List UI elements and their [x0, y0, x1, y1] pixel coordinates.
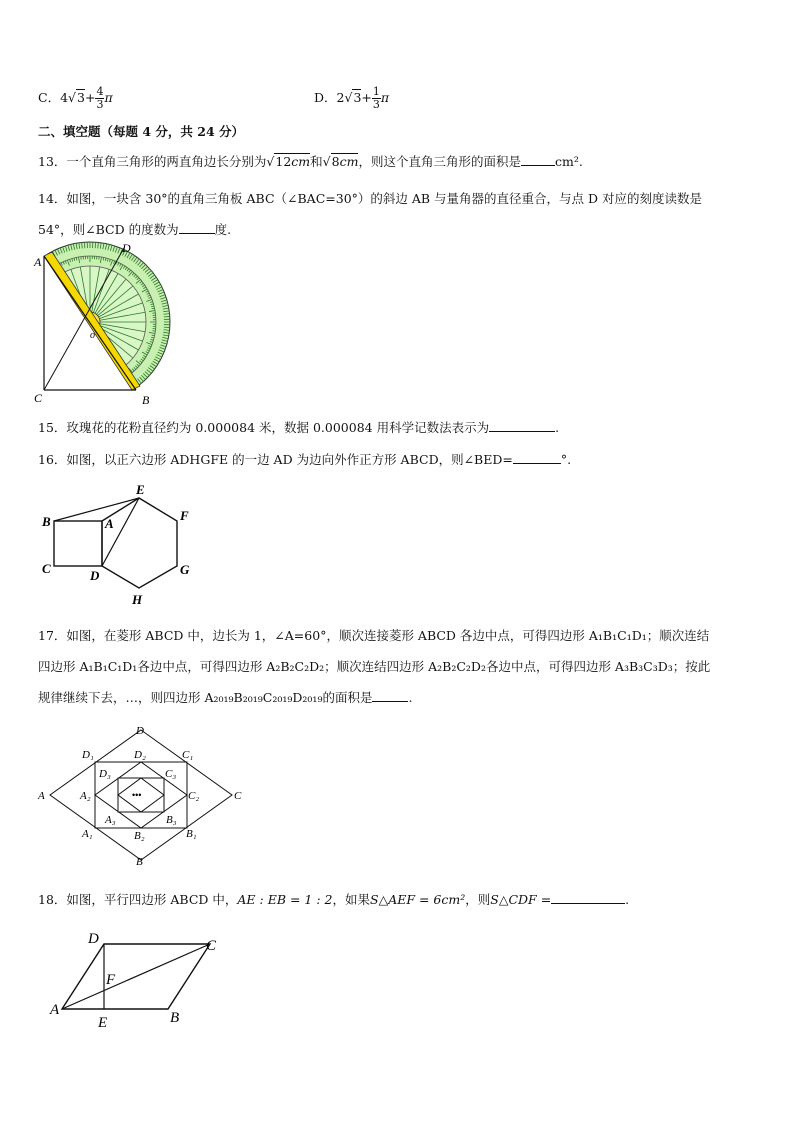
answer-blank-16[interactable]: [513, 451, 561, 464]
label-f: F: [180, 508, 189, 523]
label-e: E: [98, 1015, 108, 1030]
label-o: o: [90, 330, 95, 341]
question-14-line1: 14．如图，一块含 30°的直角三角板 ABC（∠BAC=30°）的斜边 AB 与量角器的直径重合，与点 D 对应的刻度读数是: [38, 191, 703, 206]
label-a3: A₃: [105, 814, 116, 826]
label-a2: A₂: [80, 790, 91, 802]
protractor-tick: [49, 270, 51, 272]
answer-blank-18[interactable]: [551, 891, 625, 904]
hexagon-figure: [38, 478, 208, 608]
label-b2: B₂: [134, 830, 145, 842]
label-c2: C₂: [188, 790, 200, 802]
label-c: C: [206, 938, 217, 954]
label-c3: C₃: [165, 768, 177, 780]
label-c: C: [42, 561, 51, 576]
label-d: D: [88, 931, 99, 947]
answer-blank-13[interactable]: [521, 153, 555, 166]
question-13: 13．一个直角三角形的两直角边长分别为√12cm和√8cm，则这个直角三角形的面积是 cm².: [38, 154, 583, 169]
question-18: 18．如图，平行四边形 ABCD 中，AE : EB = 1 : 2，如果S△AEF = 6cm²，则S△CDF = .: [38, 892, 630, 907]
label-c: C: [34, 391, 43, 405]
label-a: A: [105, 516, 114, 531]
label-b: B: [136, 856, 143, 868]
label-a: A: [38, 790, 45, 802]
answer-blank-17[interactable]: [372, 689, 408, 702]
label-a: A: [50, 1002, 60, 1018]
label-c1: C₁: [182, 749, 194, 761]
label-e: E: [136, 482, 145, 497]
label-b: B: [142, 393, 150, 407]
question-15: 15．玫瑰花的花粉直径约为 0.000084 米，数据 0.000084 用科学记数法表示为 .: [38, 420, 560, 435]
parallelogram-figure: [48, 926, 228, 1030]
label-d: D: [136, 725, 144, 737]
question-17-line1: 17．如图，在菱形 ABCD 中，边长为 1，∠A=60°，顺次连接菱形 ABCD 各边中点，可得四边形 A₁B₁C₁D₁；顺次连结: [38, 628, 710, 643]
option-d: D．2√3+ $\frac{1}{3}$ π: [314, 85, 390, 111]
question-17-line2: 四边形 A₁B₁C₁D₁各边中点，可得四边形 A₂B₂C₂D₂；顺次连结四边形 A₂B₂C₂D₂各边中点，可得四边形 A₃B₃C₃D₃；按此: [38, 659, 711, 674]
label-b: B: [42, 514, 51, 529]
protractor-figure: [30, 240, 190, 410]
label-b3: B₃: [166, 814, 177, 826]
label-h: H: [132, 592, 143, 607]
label-d: D: [90, 568, 100, 583]
label-f: F: [106, 972, 116, 988]
section-title: 二、填空题（每题 4 分，共 24 分）: [38, 124, 245, 139]
question-17-line3: 规律继续下去，…，则四边形 A₂₀₁₉B₂₀₁₉C₂₀₁₉D₂₀₁₉的面积是 .: [38, 690, 413, 705]
label-d2: D₂: [134, 749, 146, 761]
label-a: A: [34, 255, 42, 269]
label-b: B: [170, 1010, 180, 1026]
option-c: C．4√3+ $\frac{4}{3}$ π: [38, 85, 113, 111]
label-a1: A₁: [82, 828, 93, 840]
question-16: 16．如图，以正六边形 ADHGFE 的一边 AD 为边向外作正方形 ABCD，则∠BED= °.: [38, 452, 572, 467]
answer-blank-15[interactable]: [489, 419, 555, 432]
label-d3: D₃: [99, 768, 111, 780]
protractor-tick: [48, 271, 52, 276]
question-14-line2: 54°，则∠BCD 的度数为 度.: [38, 222, 232, 237]
label-b1: B₁: [186, 828, 197, 840]
label-g: G: [180, 562, 190, 577]
label-c: C: [234, 790, 242, 802]
label-d: D: [122, 241, 131, 255]
rhombus-figure: [36, 718, 256, 868]
center-dots: •••: [132, 790, 142, 800]
answer-blank-14[interactable]: [179, 221, 215, 234]
label-d1: D₁: [82, 749, 94, 761]
